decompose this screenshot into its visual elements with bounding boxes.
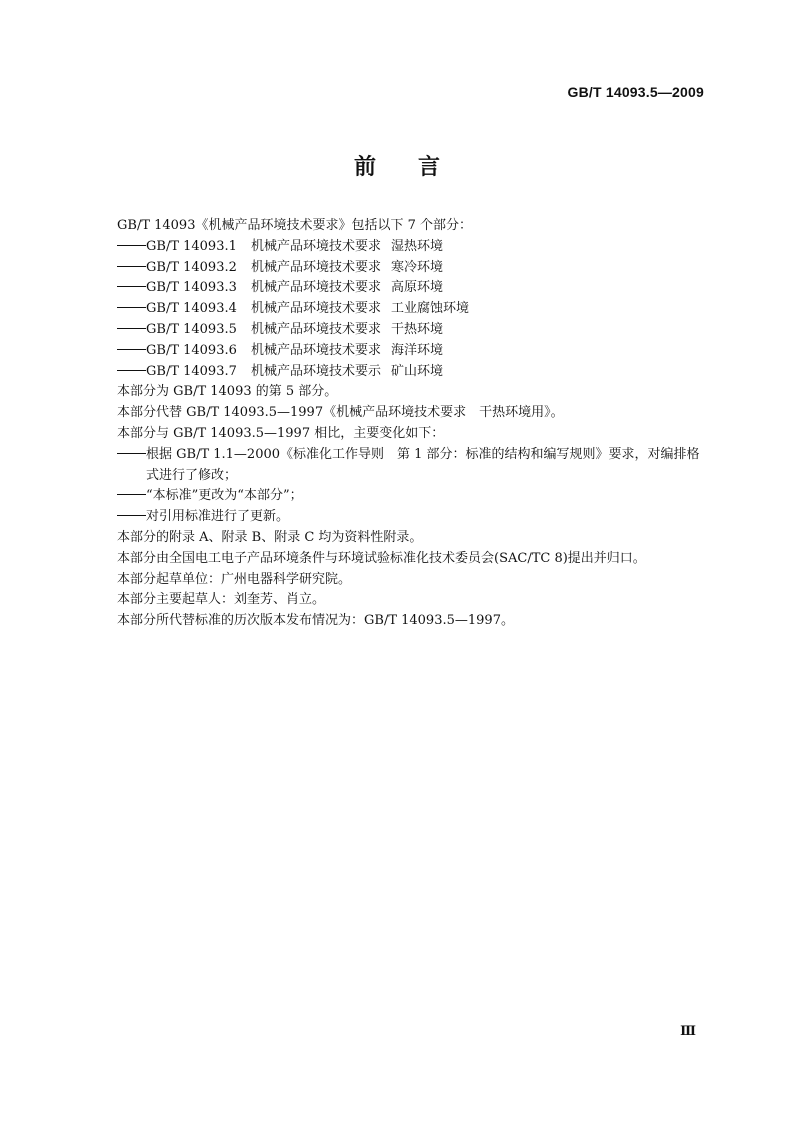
part-item xyxy=(117,320,717,341)
part-desc: 机械产品环境技术要求 xyxy=(251,259,382,275)
part-code: GB/T 14093.4 xyxy=(146,301,237,317)
page-title: 前言 xyxy=(353,155,482,180)
part-code: GB/T 14093.6 xyxy=(146,342,237,358)
change-item xyxy=(117,507,717,528)
change-item-continuation: 式进行了修改； xyxy=(146,467,238,483)
paragraph: 本部分由全国电工电子产品环境条件与环境试验标准化技术委员会(SAC/TC 8)提出并归口。 xyxy=(117,550,646,566)
part-env: 寒冷环境 xyxy=(391,259,444,275)
change-text: 根据 GB/T 1.1—2000《标准化工作导则 第 1 部分：标准的结构和编写规则》要求，对编排格 xyxy=(146,446,700,462)
dash-mark xyxy=(117,245,146,246)
paragraph: 本部分代替 GB/T 14093.5—1997《机械产品环境技术要求 干热环境用》。 xyxy=(117,405,564,421)
part-desc: 机械产品环境技术要求 xyxy=(251,238,382,254)
part-item xyxy=(117,299,717,320)
paragraph: 本部分起草单位：广州电器科学研究院。 xyxy=(117,571,352,587)
part-code: GB/T 14093.3 xyxy=(146,280,237,296)
part-code: GB/T 14093.5 xyxy=(146,321,237,337)
paragraph: 本部分与 GB/T 14093.5—1997 相比，主要变化如下： xyxy=(117,425,445,441)
dash-mark xyxy=(117,453,146,454)
part-env: 工业腐蚀环境 xyxy=(391,301,470,317)
dash-mark xyxy=(117,307,146,308)
part-code: GB/T 14093.7 xyxy=(146,363,237,379)
change-text: 对引用标准进行了更新。 xyxy=(146,509,290,525)
part-code: GB/T 14093.2 xyxy=(146,259,237,275)
paragraph: 本部分的附录 A、附录 B、附录 C 均为资料性附录。 xyxy=(117,529,423,545)
part-item xyxy=(117,362,717,383)
part-env: 高原环境 xyxy=(391,280,444,296)
change-text: “本标准”更改为“本部分”； xyxy=(146,488,303,504)
change-item xyxy=(117,486,717,507)
dash-mark xyxy=(117,515,146,516)
part-item xyxy=(117,237,717,258)
part-env: 海洋环境 xyxy=(391,342,444,358)
standard-code: GB/T 14093.5—2009 xyxy=(567,84,704,100)
paragraph: 本部分为 GB/T 14093 的第 5 部分。 xyxy=(117,384,338,400)
dash-mark xyxy=(117,286,146,287)
dash-mark xyxy=(117,266,146,267)
part-item xyxy=(117,341,717,362)
paragraph: 本部分主要起草人：刘奎芳、肖立。 xyxy=(117,592,326,608)
intro-line: GB/T 14093《机械产品环境技术要求》包括以下 7 个部分： xyxy=(117,218,473,233)
part-desc: 机械产品环境技术要求 xyxy=(251,301,382,317)
part-env: 湿热环境 xyxy=(391,238,444,254)
part-desc: 机械产品环境技术要示 xyxy=(251,363,382,379)
part-desc: 机械产品环境技术要求 xyxy=(251,280,382,296)
dash-mark xyxy=(117,370,146,371)
paragraph: 本部分所代替标准的历次版本发布情况为：GB/T 14093.5—1997。 xyxy=(117,613,514,629)
part-env: 矿山环境 xyxy=(391,363,444,379)
part-desc: 机械产品环境技术要求 xyxy=(251,342,382,358)
document-body xyxy=(117,216,717,632)
part-item xyxy=(117,258,717,279)
dash-mark xyxy=(117,349,146,350)
part-env: 干热环境 xyxy=(391,321,444,337)
part-code: GB/T 14093.1 xyxy=(146,238,237,254)
page-number: Ⅲ xyxy=(680,1024,696,1039)
dash-mark xyxy=(117,494,146,495)
change-item xyxy=(117,445,717,466)
dash-mark xyxy=(117,328,146,329)
part-item xyxy=(117,278,717,299)
part-desc: 机械产品环境技术要求 xyxy=(251,321,382,337)
